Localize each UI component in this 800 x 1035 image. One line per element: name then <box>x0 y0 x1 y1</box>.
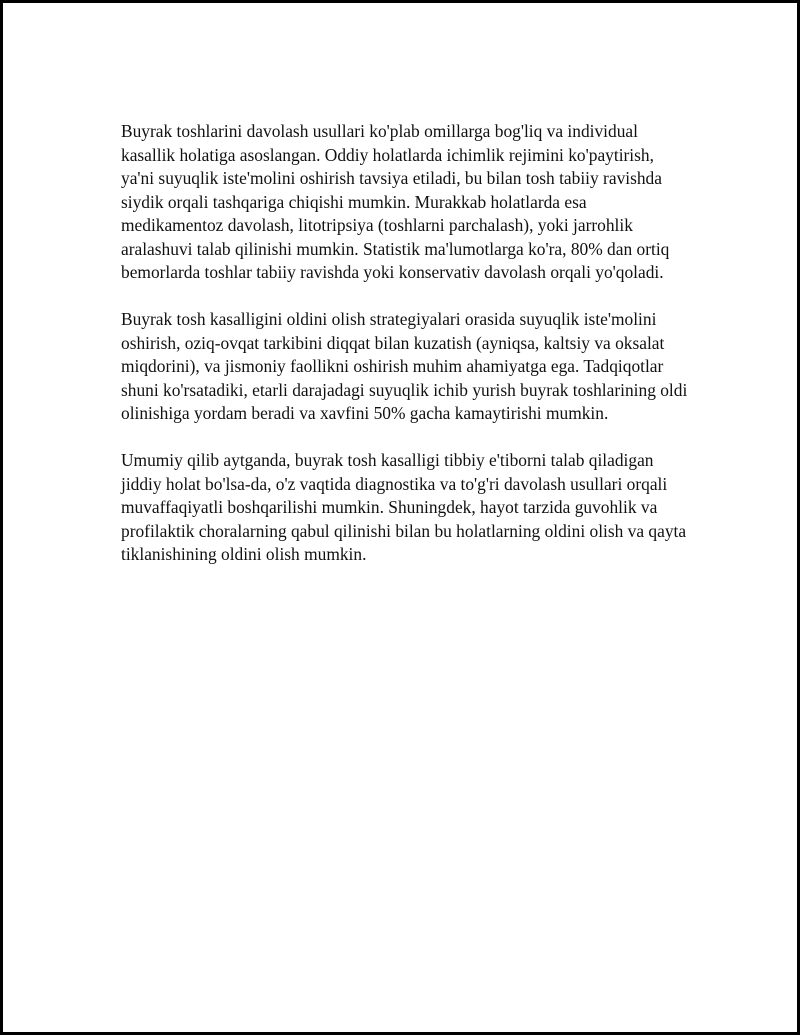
paragraph-prevention: Buyrak tosh kasalligini oldini olish strategiyalari orasida suyuqlik iste'molini oshirish, oziq-ovqat tarkibini diqqat bilan kuzatish (ayniqsa, kaltsiy va oksalat miqdorini), va jismoniy faollikni oshirish muhim ahamiyatga ega. Tadqiqotlar shuni ko'rsatadiki, etarli darajadagi suyuqlik ichib yurish buyrak toshlarining oldi olinishiga yordam beradi va xavfini 50% gacha kamaytirishi mumkin. <box>121 309 688 423</box>
document-body <box>121 120 691 590</box>
paragraph-conclusion: Umumiy qilib aytganda, buyrak tosh kasalligi tibbiy e'tiborni talab qiladigan jiddiy holat bo'lsa-da, o'z vaqtida diagnostika va to'g'ri davolash usullari orqali muvaffaqiyatli boshqarilishi mumkin. Shuningdek, hayot tarzida guvohlik va profilaktik choralarning qabul qilinishi bilan bu holatlarning oldini olish va qayta tiklanishining oldini olish mumkin. <box>121 450 687 564</box>
paragraph-treatment: Buyrak toshlarini davolash usullari ko'plab omillarga bog'liq va individual kasallik holatiga asoslangan. Oddiy holatlarda ichimlik rejimini ko'paytirish, ya'ni suyuqlik iste'molini oshirish tavsiya etiladi, bu bilan tosh tabiiy ravishda siydik orqali tashqariga chiqishi mumkin. Murakkab holatlarda esa medikamentoz davolash, litotripsiya (toshlarni parchalash), yoki jarrohlik aralashuvi talab qilinishi mumkin. Statistik ma'lumotlarga ko'ra, 80% dan ortiq bemorlarda toshlar tabiiy ravishda yoki konservativ davolash orqali yo'qoladi. <box>121 121 670 282</box>
